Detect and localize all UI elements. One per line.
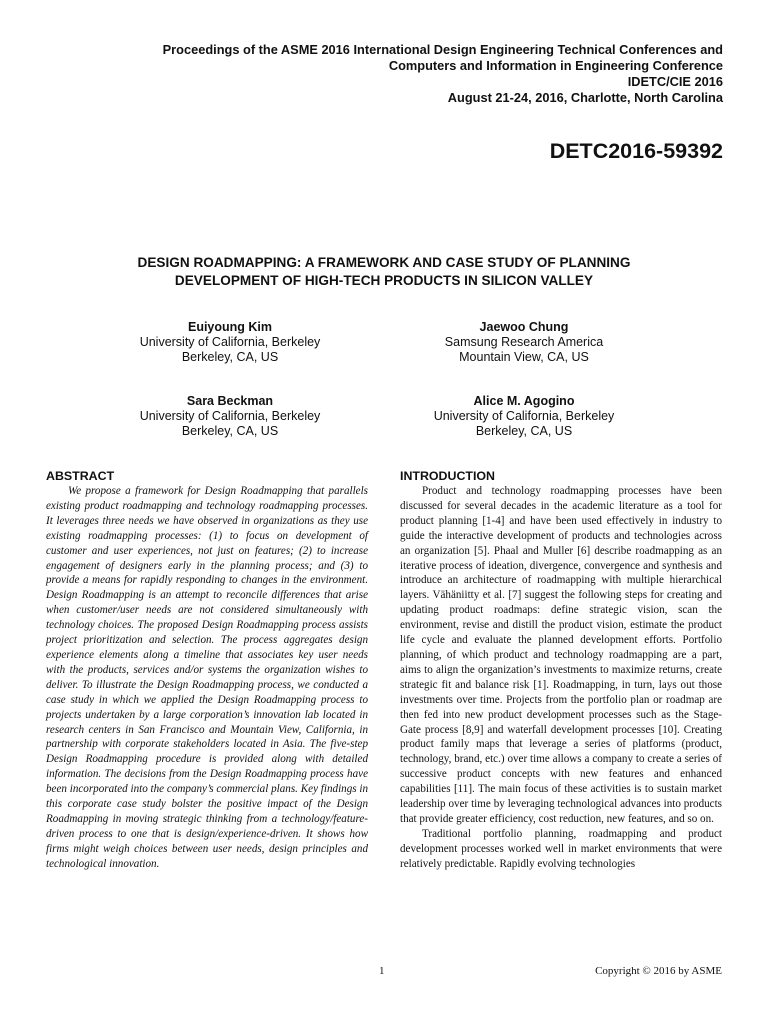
copyright-notice: Copyright © 2016 by ASME xyxy=(595,965,722,977)
author-name: Jaewoo Chung xyxy=(479,320,569,334)
paper-title xyxy=(60,254,708,290)
conference-header xyxy=(103,42,723,106)
author-affiliation: University of California, Berkeley xyxy=(139,335,321,349)
header-line-3: IDETC/CIE 2016 xyxy=(627,74,723,89)
author-affiliation: Samsung Research America xyxy=(444,335,604,349)
header-line-2: Computers and Information in Engineering Conference xyxy=(388,58,723,73)
author-block xyxy=(100,394,360,439)
author-block xyxy=(100,320,360,365)
author-block xyxy=(394,394,654,439)
title-line-1: DESIGN ROADMAPPING: A FRAMEWORK AND CASE STUDY OF PLANNING xyxy=(137,255,631,270)
page-number: 1 xyxy=(379,965,385,977)
author-name: Sara Beckman xyxy=(186,394,274,408)
author-name: Euiyoung Kim xyxy=(187,320,273,334)
introduction-heading: INTRODUCTION xyxy=(400,469,495,483)
author-location: Mountain View, CA, US xyxy=(459,350,589,364)
paper-id: DETC2016-59392 xyxy=(549,139,723,163)
author-affiliation: University of California, Berkeley xyxy=(433,409,615,423)
author-name: Alice M. Agogino xyxy=(473,394,575,408)
introduction-section xyxy=(400,469,722,872)
header-line-1: Proceedings of the ASME 2016 International Design Engineering Technical Conferences and xyxy=(162,42,723,57)
title-line-2: DEVELOPMENT OF HIGH-TECH PRODUCTS IN SILICON VALLEY xyxy=(174,273,594,288)
abstract-heading: ABSTRACT xyxy=(46,469,115,483)
header-line-4: August 21-24, 2016, Charlotte, North Carolina xyxy=(447,90,723,105)
author-location: Berkeley, CA, US xyxy=(475,424,573,438)
introduction-paragraph-2: Traditional portfolio planning, roadmapping and product development processes worked well in market environments that were relatively predictable. Rapidly evolving technologies xyxy=(400,827,722,870)
author-location: Berkeley, CA, US xyxy=(181,424,279,438)
author-affiliation: University of California, Berkeley xyxy=(139,409,321,423)
abstract-section xyxy=(46,469,368,872)
author-block xyxy=(394,320,654,365)
introduction-paragraph-1: Product and technology roadmapping processes have been discussed for several decades in the academic literature as a tool for product planning [1-4] and have been used effectively in industry to guide the interactive development of products and technologies across an organization [5]. Phaal and Muller [6] describe roadmapping as an iterative process of ideation, divergence, convergence and synthesis and introduce an architecture of roadmapping with multiple hierarchical layers. Vähäniitty et al. [7] suggest the following steps for creating and updating product roadmaps: define strategic vision, scan the environment, revise and distill the product vision, estimate the product life cycle and evaluate the planned development efforts. Portfolio planning, of which product and technology roadmapping are a part, aims to align the organization’s investments to maximize returns, create strategic fit and balance risk [1]. Roadmapping, in turn, lays out those investments over time. Projects from the portfolio plan or roadmap are then fed into new product development processes such as the Stage-Gate process [8,9] and waterfall development processes [10]. Creating product family maps that leverage a series of platforms (product, technology, brand, etc.) over time allows a company to create a series of successive product concepts with new features and enhanced capabilities [11]. The main focus of these activities is to sustain market leadership over time by leveraging technological advances into products that provide greater efficiency, cost reduction, new features, and so on. xyxy=(400,485,722,825)
abstract-text: We propose a framework for Design Roadmapping that parallels existing product roadmapping and technology roadmapping processes. It leverages three needs we have observed in organizations as they use existing roadmapping processes: (1) to focus on development of customer and user experiences, not just on features; (2) to increase engagement of designers early in the planning process; and (3) to provide a means for rapidly responding to changes in the environment. Design Roadmapping is an attempt to reconcile differences that arise when customer/user needs are not considered simultaneously with technology choices. The proposed Design Roadmapping process assists project prioritization and selection. The process aggregates design experience elements along a timeline that associates key user needs with the products, services and/or systems the organization wishes to deliver. To illustrate the Design Roadmapping process, we conducted a case study in which we applied the Design Roadmapping process to projects undertaken by a large corporation’s innovation lab located in research centers in San Francisco and Mountain View, California, in partnership with corporate stakeholders located in Asia. The five-step Design Roadmapping procedure is provided along with detailed information. The decisions from the Design Roadmapping process have been incorporated into the company’s commercial plans. Key findings in this corporate case study bolster the positive impact of the Design Roadmapping in moving strategic thinking from a technology/feature-driven process to one that is design/experience-driven. It shows how firms might weigh choices between user needs, design principles and technological innovation. xyxy=(46,485,368,870)
author-location: Berkeley, CA, US xyxy=(181,350,279,364)
